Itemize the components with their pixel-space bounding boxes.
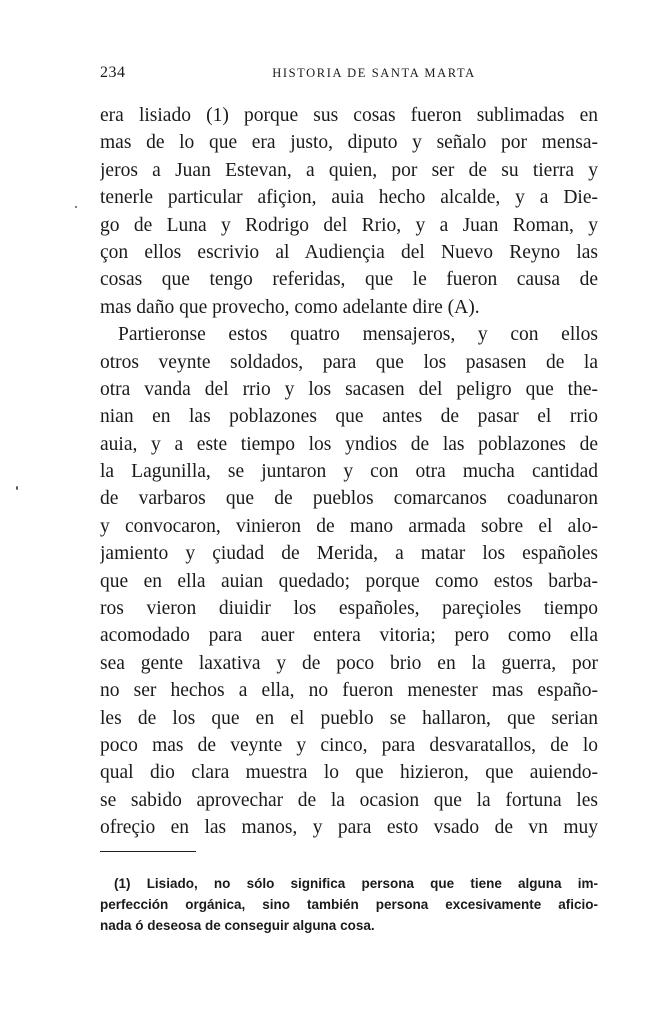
footnote [100,873,598,936]
text-line: auia, y a este tiempo los yndios de las poblazones de [100,433,598,455]
text-line: no ser hechos a ella, no fueron menester mas españo- [100,680,598,702]
page-number: 234 [100,64,126,81]
text-line: acomodado para auer entera vitoria; pero como ella [100,625,598,647]
text-line: les de los que en el pueblo se hallaron, que serian [100,707,598,729]
text-line: cosas que tengo referidas, que le fueron causa de [100,269,598,291]
footnote-line: nada ó deseosa de conseguir alguna cosa. [100,918,375,933]
text-line: go de Luna y Rodrigo del Rrio, y a Juan Roman, y [100,214,598,236]
text-line: poco mas de veynte y cinco, para desvaratallos, de lo [100,734,598,756]
text-line: ofreçio en las manos, y para esto vsado de vn muy [100,817,598,839]
scan-speck [75,206,77,208]
text-line: otra vanda del rrio y los sacasen del peligro que the- [100,378,598,400]
running-title: HISTORIA DE SANTA MARTA [272,66,476,80]
text-line: sea gente laxativa y de poco brio en la guerra, por [100,652,598,674]
text-line: mas de lo que era justo, diputo y señalo por mensa- [100,132,598,154]
text-line: jeros a Juan Estevan, a quien, por ser de su tierra y [100,159,598,181]
text-line: nian en las poblazones que antes de pasar el rrio [100,406,598,428]
text-line: tenerle particular afiçion, auia hecho alcalde, y a Die- [100,187,598,209]
text-line: qual dio clara muestra lo que hizieron, que auiendo- [100,762,598,784]
text-line: era lisiado (1) porque sus cosas fueron sublimadas en [100,105,598,126]
text-line: çon ellos escrivio al Audiençia del Nuevo Reyno las [100,241,598,263]
main-text [100,102,598,842]
text-line: que en ella auian quedado; porque como estos barba- [100,570,598,592]
text-line: de varbaros que de pueblos comarcanos coadunaron [100,488,598,510]
footnote-rule [100,851,196,852]
footnote-line: perfección orgánica, sino también persona excesivamente aficio- [100,897,598,912]
text-line: Partieronse estos quatro mensajeros, y con ellos [118,324,598,346]
footnote-line: (1) Lisiado, no sólo significa persona que tiene alguna im- [114,876,598,891]
text-line: ros vieron diuidir los españoles, pareçioles tiempo [100,598,598,620]
page-header [100,64,598,84]
text-line: se sabido aprovechar de la ocasion que la fortuna les [100,789,598,811]
scan-speck [16,486,18,490]
text-line: y convocaron, vinieron de mano armada sobre el alo- [100,515,598,537]
text-line: otros veynte soldados, para que los pasasen de la [100,351,598,373]
text-line: mas daño que provecho, como adelante dire (A). [100,296,480,318]
text-line: la Lagunilla, se juntaron y con otra mucha cantidad [100,461,598,483]
text-line: jamiento y çiudad de Merida, a matar los españoles [100,543,598,565]
